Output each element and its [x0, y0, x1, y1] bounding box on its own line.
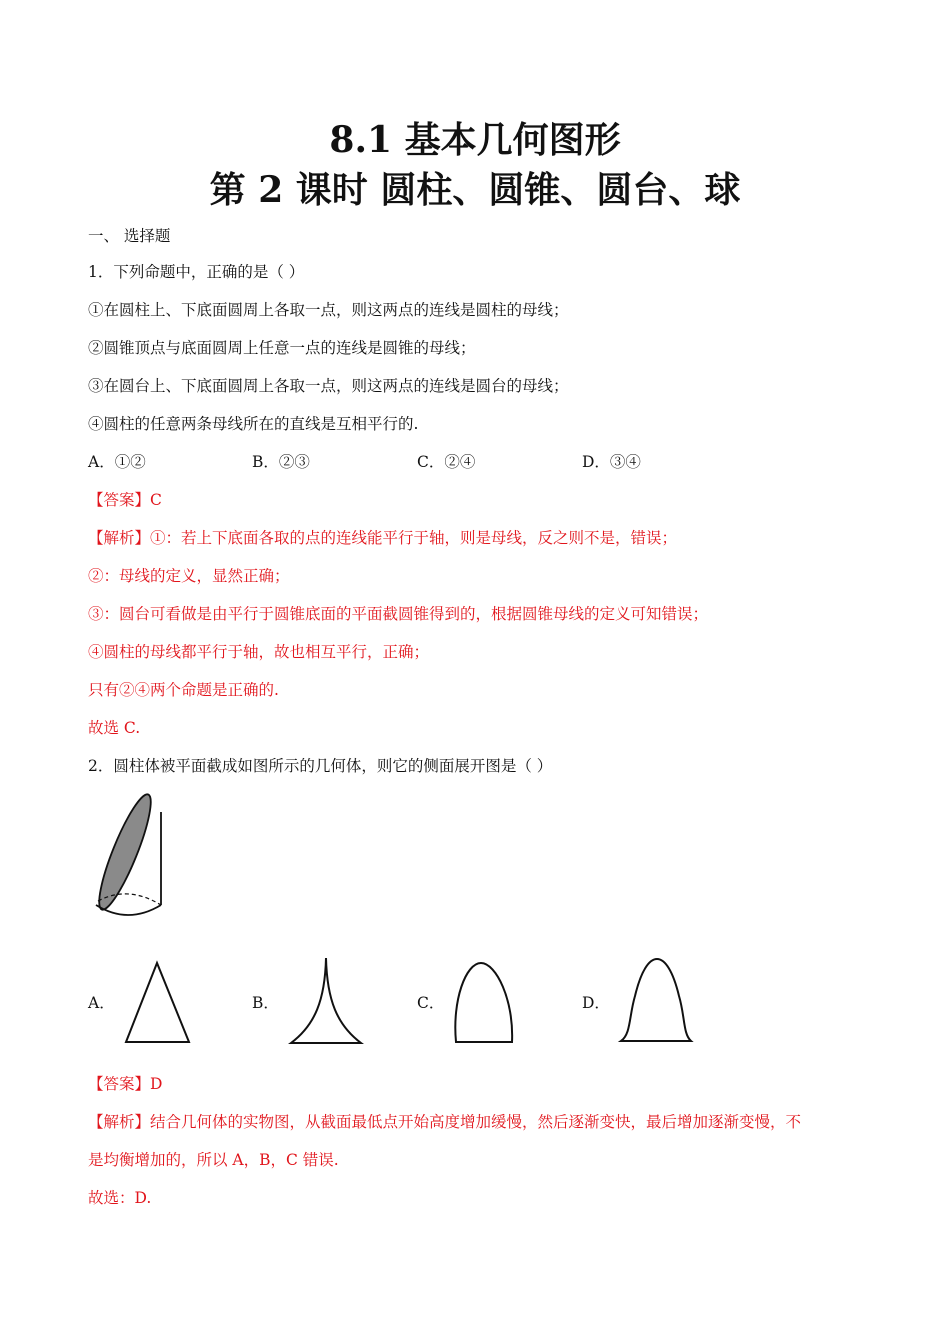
- q1-option-c: C．②④: [417, 453, 476, 471]
- q1-analysis-5: 只有②④两个命题是正确的.: [88, 681, 279, 699]
- q2-option-a-label: A．: [88, 994, 115, 1012]
- truncated-cylinder-figure: [88, 795, 188, 925]
- q2-analysis-2: 是均衡增加的，所以 A，B，C 错误.: [88, 1151, 339, 1169]
- q1-option-b: B．②③: [252, 453, 310, 471]
- q1-statement-2: ②圆锥顶点与底面圆周上任意一点的连线是圆锥的母线；: [88, 339, 476, 357]
- section-heading: 一、 选择题: [88, 227, 171, 245]
- q1-analysis-6: 故选 C.: [88, 719, 141, 737]
- q1-analysis-4: ④圆柱的母线都平行于轴，故也相互平行，正确；: [88, 643, 430, 661]
- q1-stem: 1．下列命题中，正确的是（ ）: [88, 263, 305, 281]
- page-subtitle: 第 2 课时 圆柱、圆锥、圆台、球: [209, 169, 741, 211]
- q2-stem: 2．圆柱体被平面截成如图所示的几何体，则它的侧面展开图是（ ）: [88, 757, 553, 775]
- q1-analysis-2: ②：母线的定义，显然正确；: [88, 567, 290, 585]
- q2-option-b-shape: [285, 955, 370, 1050]
- q1-statement-4: ④圆柱的任意两条母线所在的直线是互相平行的.: [88, 415, 419, 433]
- q1-option-a: A．①②: [88, 453, 146, 471]
- q1-answer: 【答案】C: [88, 491, 162, 509]
- q2-option-a-shape: [120, 960, 200, 1050]
- q1-analysis-1: 【解析】①：若上下底面各取的点的连线能平行于轴，则是母线，反之则不是，错误；: [88, 529, 678, 547]
- q2-option-c-label: C．: [417, 994, 445, 1012]
- q2-answer: 【答案】D: [88, 1075, 163, 1093]
- q2-option-c-shape: [448, 960, 528, 1048]
- q2-analysis-1: 【解析】结合几何体的实物图，从截面最低点开始高度增加缓慢，然后逐渐变快，最后增加逐渐变慢，不: [88, 1113, 802, 1131]
- q1-analysis-3: ③：圆台可看做是由平行于圆锥底面的平面截圆锥得到的，根据圆锥母线的定义可知错误；: [88, 605, 709, 623]
- q1-statement-1: ①在圆柱上、下底面圆周上各取一点，则这两点的连线是圆柱的母线；: [88, 301, 569, 319]
- q2-option-d-shape: [615, 956, 700, 1048]
- q1-option-d: D．③④: [582, 453, 641, 471]
- q2-analysis-3: 故选：D.: [88, 1189, 152, 1207]
- q2-option-b-label: B．: [252, 994, 279, 1012]
- q2-option-d-label: D．: [582, 994, 610, 1012]
- page-title: 8.1 基本几何图形: [329, 119, 621, 161]
- q1-statement-3: ③在圆台上、下底面圆周上各取一点，则这两点的连线是圆台的母线；: [88, 377, 569, 395]
